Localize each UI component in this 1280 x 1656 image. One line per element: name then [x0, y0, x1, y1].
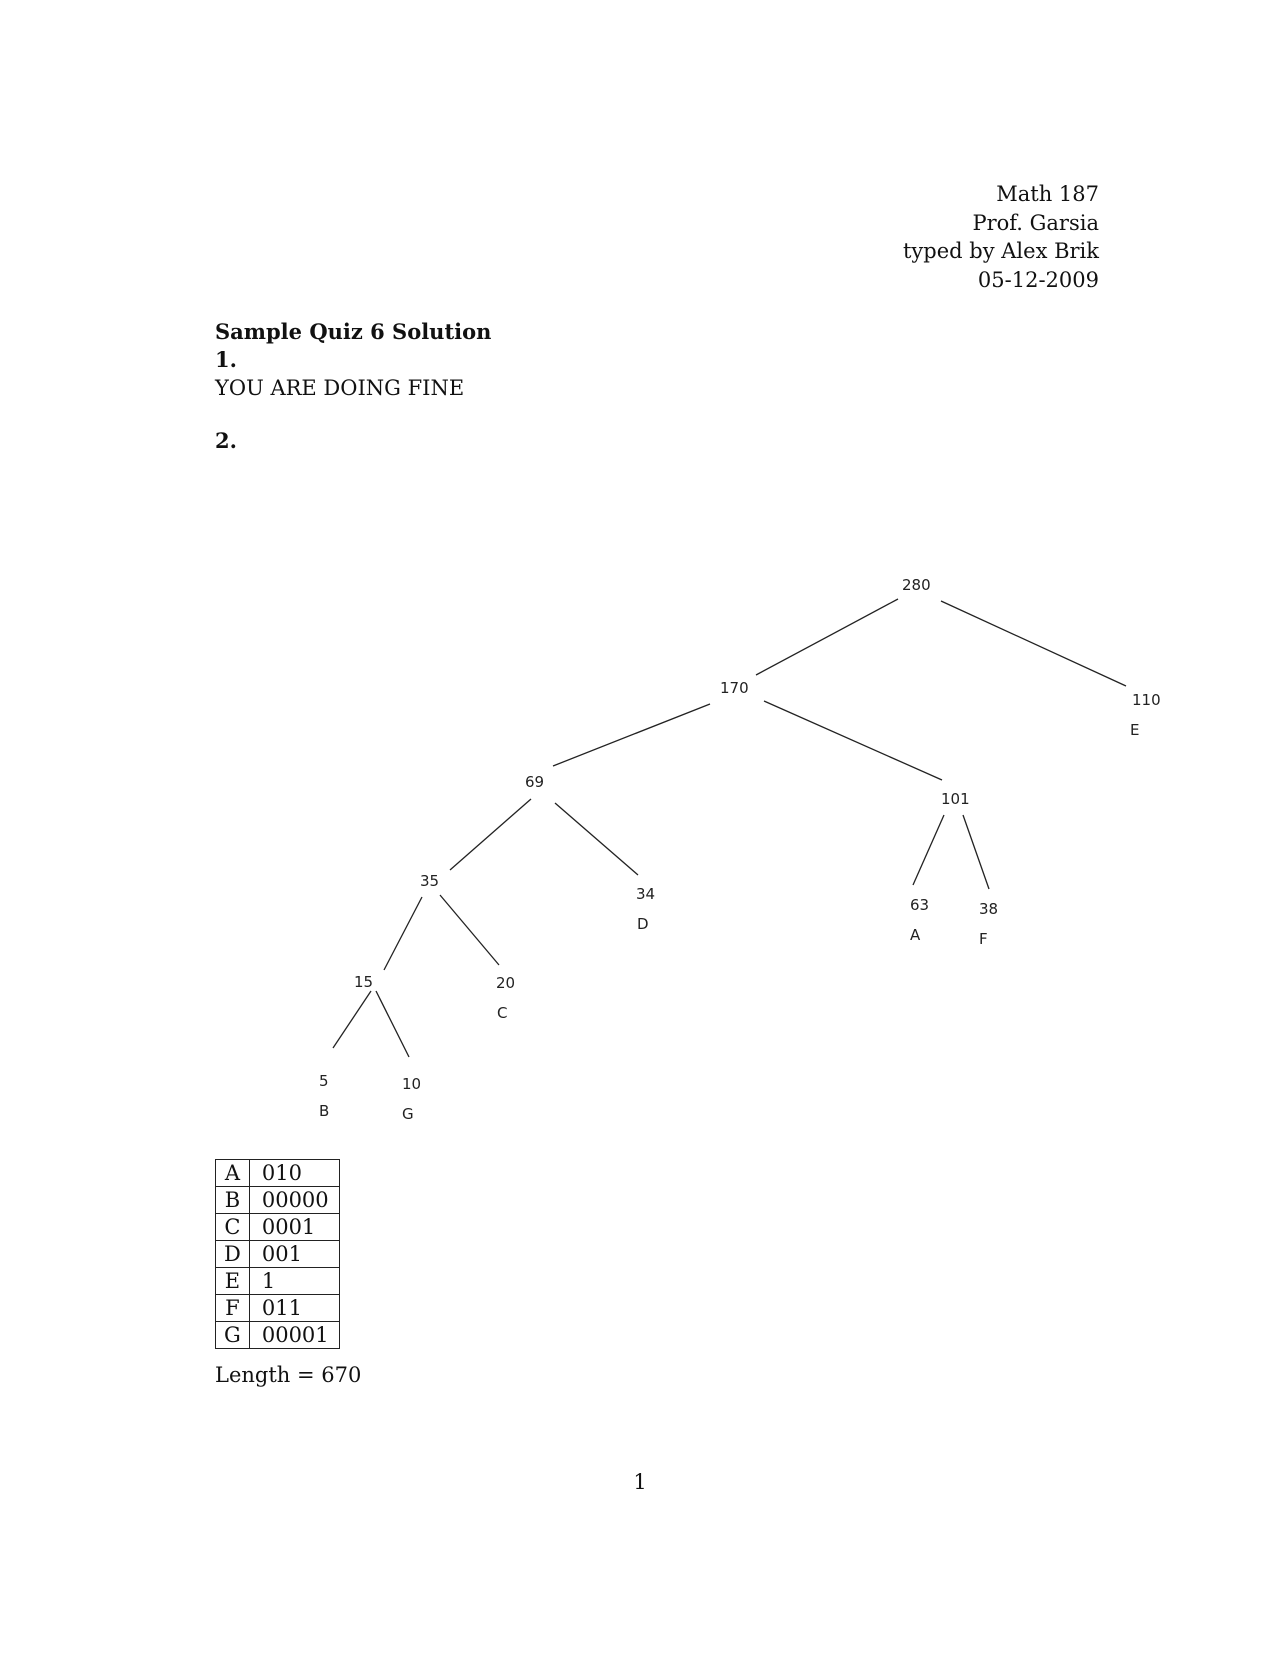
table-row [216, 1187, 340, 1214]
question-2-number: 2. [215, 428, 237, 453]
tree-edge [440, 895, 499, 965]
code-value: 010 [249, 1160, 339, 1187]
code-value: 011 [249, 1295, 339, 1322]
code-symbol: G [216, 1322, 250, 1349]
tree-node-weight-69: 69 [525, 773, 545, 791]
code-value: 00000 [249, 1187, 339, 1214]
tree-node-weight-101: 101 [941, 790, 970, 808]
code-value: 001 [249, 1241, 339, 1268]
question-1-number: 1. [215, 347, 237, 372]
code-value: 0001 [249, 1214, 339, 1241]
tree-edge [553, 704, 710, 766]
code-symbol: A [216, 1160, 250, 1187]
tree-node-weight-38: 38 [979, 900, 999, 918]
code-symbol: B [216, 1187, 250, 1214]
code-value: 1 [249, 1268, 339, 1295]
tree-node-weight-34: 34 [636, 885, 656, 903]
table-row [216, 1241, 340, 1268]
course-name: Math 187 [996, 182, 1099, 206]
tree-node-weight-280: 280 [902, 576, 931, 594]
code-value: 00001 [249, 1322, 339, 1349]
table-row [216, 1214, 340, 1241]
encoding-length: Length = 670 [215, 1363, 362, 1387]
code-table [215, 1159, 340, 1349]
document-date: 05-12-2009 [977, 267, 1099, 292]
tree-node-weight-20: 20 [496, 974, 516, 992]
tree-node-weight-5: 5 [319, 1072, 329, 1090]
tree-leaf-letter-f: F [979, 930, 988, 948]
table-row [216, 1160, 340, 1187]
tree-leaf-letter-e: E [1130, 721, 1140, 739]
table-row [216, 1295, 340, 1322]
table-row [216, 1322, 340, 1349]
tree-leaf-letter-c: C [497, 1004, 508, 1022]
tree-node-weight-63: 63 [910, 896, 930, 914]
code-symbol: F [216, 1295, 250, 1322]
tree-leaf-letter-a: A [910, 926, 921, 944]
code-symbol: D [216, 1241, 250, 1268]
tree-leaf-letter-d: D [637, 915, 649, 933]
tree-edge [376, 991, 409, 1057]
professor-name: Prof. Garsia [972, 210, 1099, 235]
tree-node-weight-170: 170 [720, 679, 749, 697]
tree-edge [941, 601, 1126, 686]
tree-node-weight-110: 110 [1132, 691, 1161, 709]
table-row [216, 1268, 340, 1295]
tree-edge [450, 799, 531, 870]
tree-edge [333, 991, 371, 1048]
tree-edge [963, 815, 989, 889]
tree-edge [756, 599, 898, 675]
tree-node-weight-35: 35 [420, 872, 440, 890]
tree-leaf-letter-b: B [319, 1102, 330, 1120]
tree-edge [384, 897, 422, 970]
page-number: 1 [633, 1470, 647, 1494]
tree-leaf-letter-g: G [402, 1105, 414, 1123]
tree-edge [913, 815, 944, 885]
tree-node-weight-15: 15 [354, 973, 374, 991]
page-title: Sample Quiz 6 Solution [215, 319, 492, 344]
tree-edge [555, 803, 638, 875]
code-symbol: C [216, 1214, 250, 1241]
question-1-answer: YOU ARE DOING FINE [215, 376, 465, 400]
typist-credit: typed by Alex Brik [902, 239, 1099, 263]
code-symbol: E [216, 1268, 250, 1295]
tree-edge [764, 701, 942, 780]
tree-node-weight-10: 10 [402, 1075, 422, 1093]
